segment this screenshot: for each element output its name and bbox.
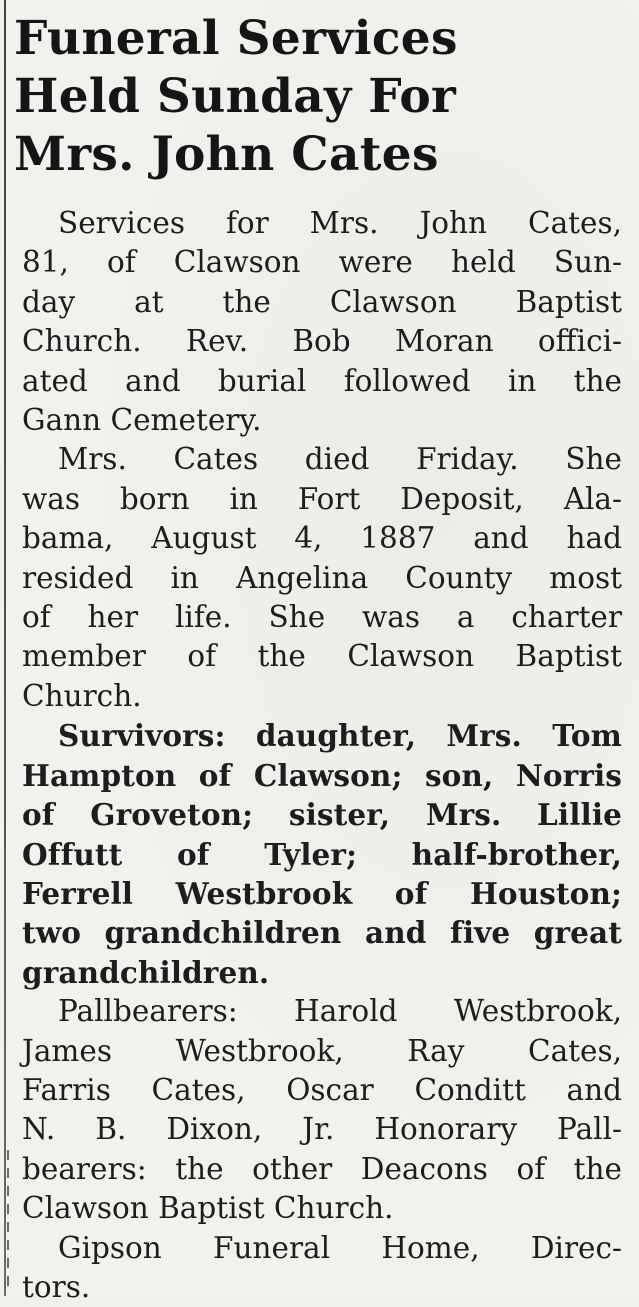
headline-line-1: Funeral Services — [14, 11, 458, 66]
text-line: day at the Clawson Baptist — [22, 284, 622, 319]
text-line: ated and burial followed in the — [22, 363, 622, 398]
text-line: member of the Clawson Baptist — [22, 639, 622, 674]
text-line: of Groveton; sister, Mrs. Lillie — [22, 797, 622, 833]
headline-line-2: Held Sunday For — [14, 69, 457, 124]
text-line: bama, August 4, 1887 and had — [22, 521, 622, 556]
text-line: of her life. She was a charter — [22, 600, 622, 635]
headline-line-3: Mrs. John Cates — [14, 127, 439, 182]
column-rule-dashed — [7, 1150, 9, 1290]
text-line: Farris Cates, Oscar Conditt and — [22, 1072, 622, 1107]
text-line: Services for Mrs. John Cates, — [58, 206, 622, 240]
text-line: Clawson Baptist Church. — [22, 1191, 394, 1226]
article-body — [22, 204, 622, 1307]
text-line: Church. — [22, 678, 142, 713]
headline — [14, 10, 614, 184]
text-line: tors. — [22, 1269, 91, 1304]
text-line: Ferrell Westbrook of Houston; — [22, 875, 622, 911]
text-line: 81, of Clawson were held Sun- — [22, 245, 622, 280]
text-line: Survivors: daughter, Mrs. Tom — [58, 718, 622, 754]
text-line: Gipson Funeral Home, Direc- — [58, 1230, 622, 1265]
paragraph-services — [22, 204, 622, 440]
paragraph-funeral-home — [22, 1229, 622, 1307]
paragraph-biography — [22, 440, 622, 716]
text-line: resided in Angelina County most — [22, 560, 622, 595]
text-line: Hampton of Clawson; son, Norris — [22, 757, 622, 793]
text-line: N. B. Dixon, Jr. Honorary Pall- — [22, 1112, 622, 1147]
column-rule — [4, 0, 6, 1296]
text-line: two grandchildren and five great — [22, 915, 622, 951]
text-line: was born in Fort Deposit, Ala- — [22, 481, 622, 516]
text-line: Gann Cemetery. — [22, 403, 262, 438]
paragraph-pallbearers — [22, 992, 622, 1228]
text-line: James Westbrook, Ray Cates, — [22, 1033, 622, 1068]
text-line: bearers: the other Deacons of the — [22, 1151, 622, 1186]
paragraph-survivors — [22, 716, 622, 992]
text-line: Pallbearers: Harold Westbrook, — [58, 994, 622, 1029]
text-line: Offutt of Tyler; half-brother, — [22, 836, 622, 872]
text-line: grandchildren. — [22, 954, 270, 990]
text-line: Mrs. Cates died Friday. She — [58, 442, 622, 477]
text-line: Church. Rev. Bob Moran offici- — [22, 324, 622, 359]
